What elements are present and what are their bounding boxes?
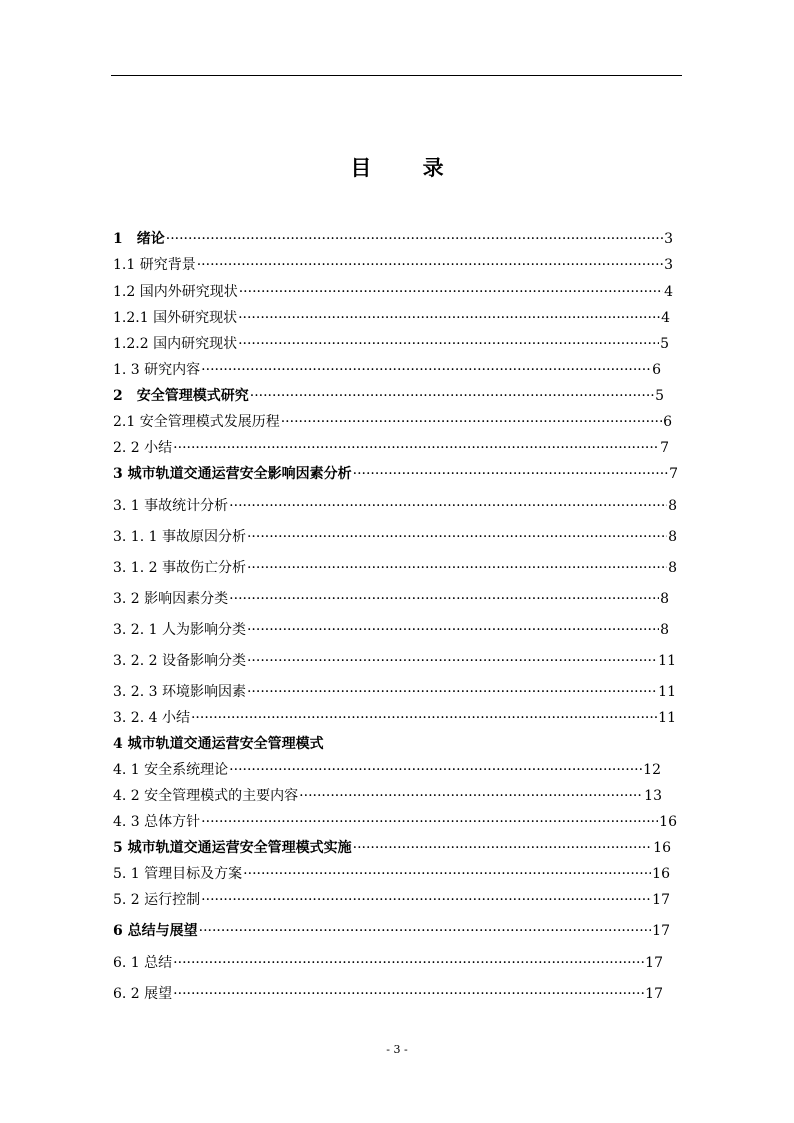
toc-entry[interactable] bbox=[113, 837, 671, 859]
toc-label: 4. 3 总体方针 bbox=[113, 814, 201, 830]
toc-page-number: 17 bbox=[652, 923, 670, 939]
toc-page-number: 5 bbox=[655, 388, 664, 404]
toc-leader bbox=[238, 307, 660, 329]
toc-label: 5. 2 运行控制 bbox=[113, 892, 201, 908]
toc-label: 3. 1. 2 事故伤亡分析 bbox=[113, 560, 246, 576]
page-title: 目 录 bbox=[350, 155, 466, 180]
toc-label: 1 绪论 bbox=[113, 231, 165, 247]
toc-leader bbox=[247, 681, 657, 703]
toc-page-number: 4 bbox=[664, 284, 673, 300]
toc-label: 1.2 国内外研究现状 bbox=[113, 284, 238, 300]
toc-entry[interactable] bbox=[113, 889, 670, 911]
toc-leader bbox=[229, 588, 659, 610]
toc-page-number: 8 bbox=[668, 529, 677, 545]
toc-leader bbox=[201, 889, 651, 911]
toc-label: 1.2.2 国内研究现状 bbox=[113, 336, 238, 352]
toc-label: 3. 2. 4 小结 bbox=[113, 710, 190, 726]
toc-entry[interactable] bbox=[113, 385, 664, 407]
toc-entry[interactable] bbox=[113, 681, 676, 703]
toc-page-number: 8 bbox=[660, 591, 669, 607]
toc-page-number: 5 bbox=[660, 336, 669, 352]
toc-entry[interactable] bbox=[113, 228, 673, 250]
toc-label: 6 总结与展望 bbox=[113, 923, 198, 939]
toc-label: 3. 2 影响因素分类 bbox=[113, 591, 229, 607]
toc-entry[interactable] bbox=[113, 307, 670, 329]
toc-leader bbox=[173, 952, 644, 974]
toc-entry[interactable] bbox=[113, 333, 669, 355]
toc-leader bbox=[201, 359, 651, 381]
toc-page-number: 11 bbox=[658, 653, 676, 669]
toc-entry[interactable] bbox=[113, 650, 676, 672]
toc-page-number: 17 bbox=[645, 955, 663, 971]
toc-leader bbox=[247, 650, 657, 672]
toc-page-number: 7 bbox=[669, 466, 678, 482]
toc-leader bbox=[201, 811, 658, 833]
toc-entry[interactable] bbox=[113, 495, 677, 517]
toc-label: 2 安全管理模式研究 bbox=[113, 388, 249, 404]
toc-entry[interactable] bbox=[113, 759, 661, 781]
toc-leader bbox=[197, 254, 663, 276]
toc-page-number: 17 bbox=[652, 892, 670, 908]
toc-leader bbox=[229, 759, 642, 781]
toc-leader bbox=[173, 983, 644, 1005]
toc-label: 4. 1 安全系统理论 bbox=[113, 762, 229, 778]
toc-page-number: 11 bbox=[658, 710, 676, 726]
toc-leader bbox=[353, 837, 653, 859]
toc-label: 5. 1 管理目标及方案 bbox=[113, 866, 243, 882]
toc-entry[interactable] bbox=[113, 254, 673, 276]
toc-page-number: 16 bbox=[652, 866, 670, 882]
toc-page-number: 7 bbox=[660, 440, 669, 456]
toc-label: 6. 2 展望 bbox=[113, 986, 173, 1002]
toc-entry[interactable] bbox=[113, 811, 677, 833]
toc-label: 3. 1. 1 事故原因分析 bbox=[113, 529, 246, 545]
toc-label: 2.1 安全管理模式发展历程 bbox=[113, 414, 280, 430]
toc-page-number: 16 bbox=[653, 840, 671, 856]
toc-page-number: 6 bbox=[663, 414, 672, 430]
toc-label: 1.1 研究背景 bbox=[113, 257, 196, 273]
toc-entry[interactable] bbox=[113, 359, 661, 381]
toc-entry[interactable] bbox=[113, 920, 670, 942]
toc-label: 3. 1 事故统计分析 bbox=[113, 498, 229, 514]
toc-leader bbox=[247, 526, 667, 548]
toc-entry[interactable] bbox=[113, 733, 513, 755]
toc-entry[interactable] bbox=[113, 863, 670, 885]
toc-leader bbox=[229, 495, 667, 517]
toc-label: 2. 2 小结 bbox=[113, 440, 173, 456]
toc-label: 6. 1 总结 bbox=[113, 955, 173, 971]
toc-leader bbox=[299, 785, 643, 807]
toc-label: 3. 2. 1 人为影响分类 bbox=[113, 622, 246, 638]
toc-page-number: 17 bbox=[645, 986, 663, 1002]
toc-label: 1.2.1 国外研究现状 bbox=[113, 310, 238, 326]
toc-page-number: 13 bbox=[644, 788, 662, 804]
toc-leader bbox=[199, 920, 652, 942]
toc-entry[interactable] bbox=[113, 463, 678, 485]
toc-page-number: 3 bbox=[664, 257, 673, 273]
toc-leader bbox=[166, 228, 663, 250]
toc-page-number: 8 bbox=[660, 622, 669, 638]
toc-page-number: 4 bbox=[661, 310, 670, 326]
toc-label: 5 城市轨道交通运营安全管理模式实施 bbox=[113, 840, 352, 856]
toc-page-number: 3 bbox=[664, 231, 673, 247]
toc-leader bbox=[238, 333, 659, 355]
toc-page-number: 8 bbox=[668, 560, 677, 576]
toc-leader bbox=[353, 463, 668, 485]
toc-entry[interactable] bbox=[113, 588, 669, 610]
toc-entry[interactable] bbox=[113, 619, 669, 641]
toc-leader bbox=[173, 437, 659, 459]
toc-entry[interactable] bbox=[113, 557, 677, 579]
toc-label: 4. 2 安全管理模式的主要内容 bbox=[113, 788, 299, 804]
footer-page-number: - 3 - bbox=[386, 1043, 408, 1056]
header-rule bbox=[111, 75, 682, 76]
toc-entry[interactable] bbox=[113, 526, 677, 548]
toc-leader bbox=[243, 863, 651, 885]
toc-leader bbox=[191, 707, 657, 729]
toc-label: 3. 2. 2 设备影响分类 bbox=[113, 653, 246, 669]
toc-leader bbox=[239, 281, 663, 303]
toc-page-number: 8 bbox=[668, 498, 677, 514]
toc-label: 1. 3 研究内容 bbox=[113, 362, 201, 378]
toc-entry[interactable] bbox=[113, 411, 672, 433]
toc-page-number: 11 bbox=[658, 684, 676, 700]
toc-label: 4 城市轨道交通运营安全管理模式 bbox=[113, 736, 324, 752]
toc-entry[interactable] bbox=[113, 707, 676, 729]
toc-leader bbox=[281, 411, 662, 433]
toc-leader bbox=[247, 619, 659, 641]
toc-page-number: 6 bbox=[652, 362, 661, 378]
toc-label: 3. 2. 3 环境影响因素 bbox=[113, 684, 246, 700]
toc-leader bbox=[247, 557, 667, 579]
toc-label: 3 城市轨道交通运营安全影响因素分析 bbox=[113, 466, 352, 482]
toc-entry[interactable] bbox=[113, 952, 663, 974]
toc-leader bbox=[250, 385, 654, 407]
toc-page-number: 16 bbox=[659, 814, 677, 830]
toc-entry[interactable] bbox=[113, 983, 663, 1005]
toc-entry[interactable] bbox=[113, 281, 673, 303]
toc-entry[interactable] bbox=[113, 785, 662, 807]
toc-entry[interactable] bbox=[113, 437, 669, 459]
toc-page-number: 12 bbox=[643, 762, 661, 778]
